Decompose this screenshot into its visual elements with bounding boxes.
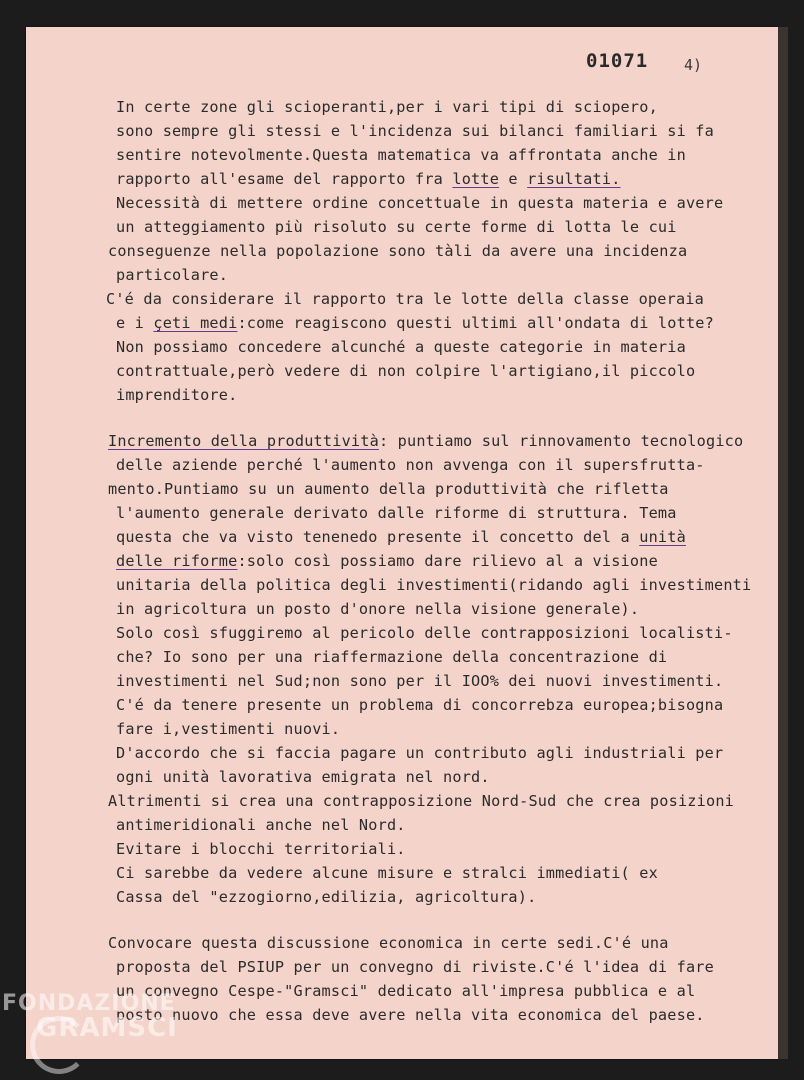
text-line: Altrimenti si crea una contrapposizione Nord-Sud che crea posizioni <box>108 792 735 810</box>
text-segment: e i <box>116 314 154 332</box>
text-line: che? Io sono per una riaffermazione della concentrazione di <box>116 648 668 666</box>
text-line: Ci sarebbe da vedere alcune misure e stralci immediati( ex <box>116 864 658 882</box>
text-line: C'é da tenere presente un problema di concorrebza europea;bisogna <box>116 696 724 714</box>
text-line: fare i,vestimenti nuovi. <box>116 720 341 738</box>
text-line: l'aumento generale derivato dalle riforme di struttura. Tema <box>116 504 677 522</box>
text-line <box>116 552 658 570</box>
text-segment: questa che va visto tenenedo presente il concetto del a <box>116 528 640 546</box>
text-line: posto nuovo che essa deve avere nella vita economica del paese. <box>116 1006 705 1024</box>
text-line: particolare. <box>116 266 229 284</box>
text-line: Convocare questa discussione economica in certe sedi.C'é una <box>108 934 669 952</box>
text-line: contrattuale,però vedere di non colpire l'artigiano,il piccolo <box>116 362 696 380</box>
text-line: sentire notevolmente.Questa matematica va affrontata anche in <box>116 146 686 164</box>
text-line: ogni unità lavorativa emigrata nel nord. <box>116 768 490 786</box>
text-line: imprenditore. <box>116 386 238 404</box>
text-line: investimenti nel Sud;non sono per il IOO% dei nuovi investimenti. <box>116 672 724 690</box>
text-line: Evitare i blocchi territoriali. <box>116 840 406 858</box>
page-number: 4) <box>684 56 703 74</box>
text-line: sono sempre gli stessi e l'incidenza sui bilanci familiari si fa <box>116 122 714 140</box>
underlined-word: risultati. <box>527 170 621 188</box>
text-segment: : puntiamo sul rinnovamento tecnologico <box>378 432 744 450</box>
underlined-word: unità <box>639 528 686 546</box>
text-line: proposta del PSIUP per un convegno di riviste.C'é l'idea di fare <box>116 958 714 976</box>
text-line: Necessità di mettere ordine concettuale in questa materia e avere <box>116 194 724 212</box>
text-line: Solo così sfuggiremo al pericolo delle contrapposizioni localisti- <box>116 624 733 642</box>
text-line: unitaria della politica degli investimenti(ridando agli investimenti <box>116 576 752 594</box>
watermark <box>2 991 178 1043</box>
text-line: antimeridionali anche nel Nord. <box>116 816 406 834</box>
underlined-word: çeti medi <box>153 314 238 332</box>
text-line <box>116 170 621 188</box>
text-line: Cassa del "ezzogiorno,edilizia, agricoltura). <box>116 888 537 906</box>
text-line <box>116 528 686 546</box>
underlined-word: lotte <box>452 170 500 188</box>
watermark-line1: FONDAZIONE <box>2 991 176 1016</box>
page-edge <box>778 27 788 1059</box>
text-line <box>108 432 743 450</box>
text-line: mento.Puntiamo su un aumento della produttività che rifletta <box>108 480 669 498</box>
text-line <box>116 314 714 332</box>
text-segment: e <box>499 170 528 188</box>
text-segment: rapporto all'esame del rapporto fra <box>116 170 453 188</box>
archive-number: 01071 <box>586 50 649 72</box>
text-line: in agricoltura un posto d'onore nella visione generale). <box>116 600 640 618</box>
text-line: delle aziende perché l'aumento non avvenga con il supersfrutta- <box>116 456 705 474</box>
underlined-word: delle riforme <box>116 552 238 570</box>
text-segment: :come reagiscono questi ultimi all'ondata di lotte? <box>237 314 714 332</box>
text-line: conseguenze nella popolazione sono tàli da avere una incidenza <box>108 242 688 260</box>
text-line: un atteggiamento più risoluto su certe forme di lotta le cui <box>116 218 677 236</box>
watermark-line2: GRAMSCI <box>36 1013 178 1043</box>
text-line: un convegno Cespe-"Gramsci" dedicato all'impresa pubblica e al <box>116 982 696 1000</box>
text-line: D'accordo che si faccia pagare un contributo agli industriali per <box>116 744 724 762</box>
text-line: C'é da considerare il rapporto tra le lotte della classe operaia <box>106 290 704 308</box>
text-line: Non possiamo concedere alcunché a queste categorie in materia <box>116 338 686 356</box>
section-heading: Incremento della produttività <box>108 432 379 450</box>
text-line: In certe zone gli scioperanti,per i vari tipi di sciopero, <box>116 98 658 116</box>
text-segment: :solo così possiamo dare rilievo al a visione <box>237 552 658 570</box>
